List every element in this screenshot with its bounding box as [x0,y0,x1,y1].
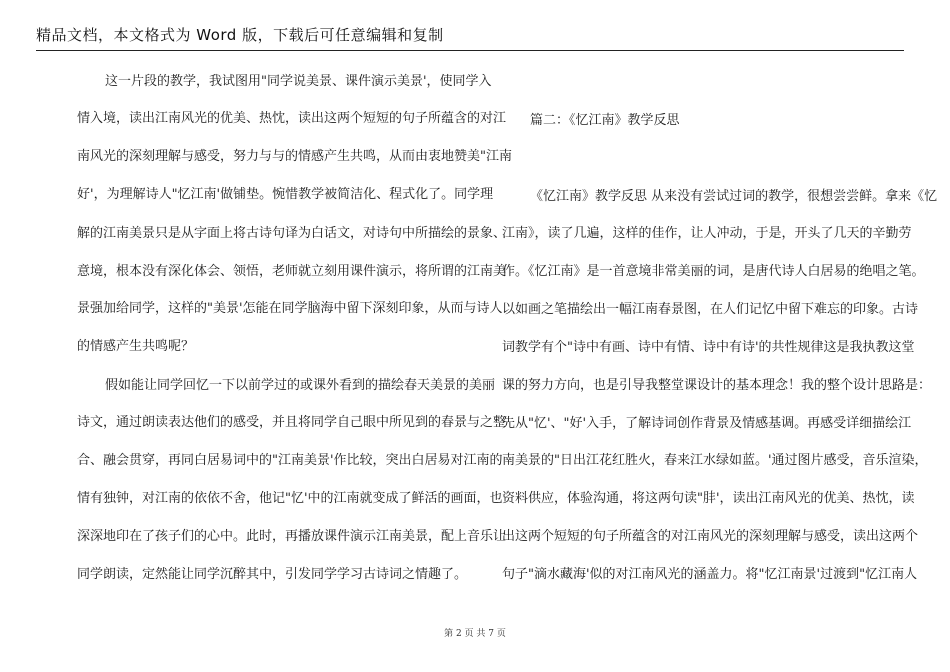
paragraph-line: 《忆江南》教学反思 从来没有尝试过词的教学，很想尝尝鲜。拿来《忆 [530,189,938,204]
document-header: 精品文档，本文格式为 Word 版，下载后可任意编辑和复制 [36,26,444,44]
paragraph-line: 先从"忆'、"好'入手，了解诗词创作背景及情感基调。再感受详细描绘江 [502,416,912,431]
paragraph-line: 同学朗读，定然能让同学沉醉其中，引发同学学习古诗词之情趣了。 [77,567,468,582]
paragraph-line: 情有独钟，对江南的依依不舍，他记"忆'中的江南就变成了鲜活的画面，也 [77,491,503,506]
paragraph-line: 诗文，通过朗读表达他们的感受，并且将同学自己眼中所见到的春景与之整 [77,415,507,430]
paragraph-line: 解的江南美景只是从字面上将古诗句译为白话文，对诗句中所描绘的景象、 [77,226,507,241]
paragraph-line: 作。《忆江南》是一首意境非常美丽的词，是唐代诗人白居易的绝唱之笔。 [502,264,925,279]
page-number: 第 2 页 共 7 页 [444,629,506,639]
paragraph-line: 句子"滴水藏海'似的对江南风光的涵盖力。将"忆江南景'过渡到"忆江南人 [502,567,918,582]
paragraph-line: 南美景的"日出江花红胜火，春来江水绿如蓝。'通过图片感受，音乐渲染， [502,453,928,468]
paragraph-line: 的情感产生共鸣呢？ [77,339,195,354]
paragraph-line: 以如画之笔描绘出一幅江南春景图，在人们记忆中留下难忘的印象。古诗 [502,302,919,317]
paragraph-line: 资料供应，体验沟通，将这两句读"肨'，读出江南风光的优美、热忱，读 [502,491,915,506]
paragraph-line: 课的努力方向，也是引导我整堂课设计的基本理念！我的整个设计思路是： [502,378,932,393]
section-title: 篇二：《忆江南》教学反思 [530,113,680,128]
paragraph-line: 好'，为理解诗人"忆江南'做铺垫。惋惜教学被简洁化、程式化了。同学理 [77,187,494,202]
paragraph-line: 情入境，读出江南风光的优美、热忱，读出这两个短短的句子所蕴含的对江 [77,111,507,126]
paragraph-line: 南风光的深刻理解与感受，努力与与的情感产生共鸣，从而由衷地赞美"江南 [77,149,512,164]
paragraph-line: 这一片段的教学，我试图用"同学说美景、课件演示美景'，使同学入 [105,74,492,89]
paragraph-line: 深深地印在了孩子们的心中。此时，再播放课件演示江南美景，配上音乐让 [77,529,507,544]
paragraph-line: 江南》，读了几遍，这样的佳作，让人冲动，于是，开头了几天的辛勤劳 [502,226,912,241]
paragraph-line: 合、融会贯穿，再同白居易词中的"江南美景'作比较，突出白居易对江南的 [77,453,503,468]
paragraph-line: 词教学有个"诗中有画、诗中有情、诗中有诗'的共性规律这是我执教这堂 [502,340,915,355]
paragraph-line: 景强加给同学，这样的"美景'怎能在同学脑海中留下深刻印象，从而与诗人 [77,301,503,316]
paragraph-line: 假如能让同学回忆一下以前学过的或课外看到的描绘春天美景的美丽 [105,378,496,393]
paragraph-line: 意境，根本没有深化体会、领悟，老师就立刻用课件演示，将所谓的江南美 [77,264,507,279]
paragraph-line: 出这两个短短的句子所蕴含的对江南风光的深刻理解与感受，读出这两个 [502,529,919,544]
header-divider [36,50,904,51]
